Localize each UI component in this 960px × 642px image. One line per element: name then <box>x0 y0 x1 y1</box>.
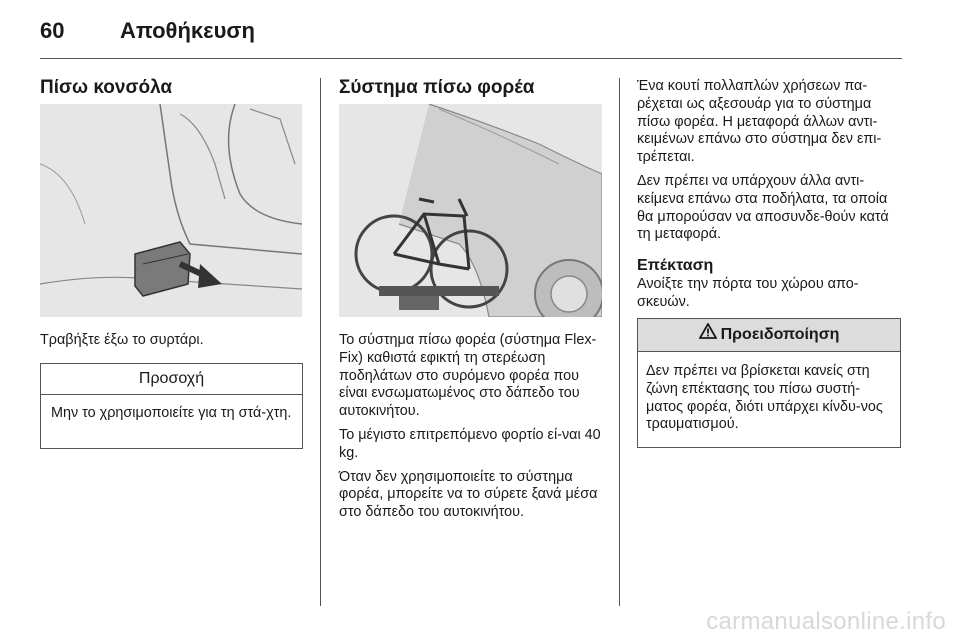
carrier-accessory-text <box>637 78 903 244</box>
page-number: 60 <box>40 18 65 43</box>
page-title: Αποθήκευση <box>120 18 255 43</box>
column-divider-2 <box>619 78 620 606</box>
section-heading-rear-console: Πίσω κονσόλα <box>40 77 173 98</box>
caution-note <box>40 363 303 449</box>
accessory-paragraph-1: Ένα κουτί πολλαπλών χρήσεων πα-ρέχεται ως αξεσουάρ για το σύστημα πίσω φορέα. Η μεταφορά άλλων αντι-κειμένων επάνω στο σύστημα δεν επι-τρέπεται. <box>637 78 882 166</box>
section-heading-rear-carrier: Σύστημα πίσω φορέα <box>339 77 535 98</box>
warning-box <box>637 318 901 448</box>
extension-text: Ανοίξτε την πόρτα του χώρου απο-σκευών. <box>637 276 859 310</box>
warning-triangle-icon <box>699 319 717 351</box>
carrier-paragraph-1: Το σύστημα πίσω φορέα (σύστημα Flex-Fix) καθιστά εφικτή τη στερέωση ποδηλάτων στο συρόμενο φορέα που είναι ενσωματωμένος στο δάπεδο του αυτοκινήτου. <box>339 332 597 420</box>
header-divider <box>40 58 902 59</box>
warning-text: Δεν πρέπει να βρίσκεται κανείς στη ζώνη επέκτασης του πίσω συστή-ματος φορέα, διότι υπάρχει κίνδυ-νος τραυματισμού. <box>646 363 883 433</box>
bike-carrier-illustration <box>339 104 602 317</box>
extension-heading: Επέκταση <box>637 257 714 274</box>
carrier-paragraph-2: Το μέγιστο επιτρεπόμενο φορτίο εί-ναι 40 kg. <box>339 426 601 461</box>
rear-console-illustration <box>40 104 302 317</box>
warning-header <box>638 319 900 352</box>
caution-text: Μην το χρησιμοποιείτε για τη στά-χτη. <box>51 405 292 421</box>
caution-title: Προσοχή <box>41 364 302 395</box>
drawer-instruction: Τραβήξτε έξω το συρτάρι. <box>40 332 204 348</box>
rear-carrier-description <box>339 332 607 522</box>
warning-title: Προειδοποίηση <box>720 326 840 344</box>
accessory-paragraph-2: Δεν πρέπει να υπάρχουν άλλα αντι-κείμενα επάνω στα ποδήλατα, τα οποία θα μπορούσαν να αποσυνδε-θούν κατά τη μεταφορά. <box>637 172 889 243</box>
carrier-paragraph-3: Όταν δεν χρησιμοποιείτε το σύστημα φορέα, μπορείτε να το σύρετε ξανά μέσα στο δάπεδο του αυτοκινήτου. <box>339 468 598 521</box>
watermark: carmanualsonline.info <box>706 608 946 635</box>
column-divider-1 <box>320 78 321 606</box>
